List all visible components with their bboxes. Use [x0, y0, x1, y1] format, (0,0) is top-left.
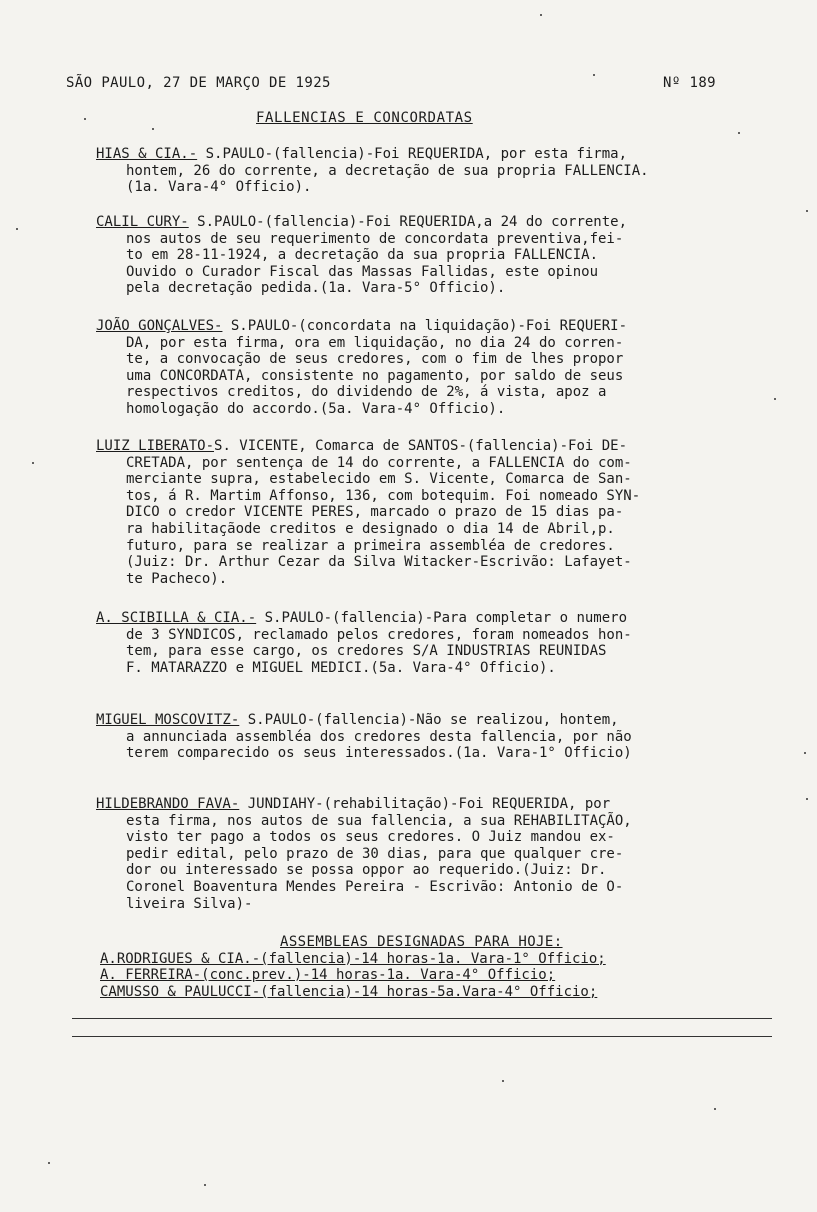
entry-calil-cury — [96, 214, 766, 297]
assemblea-item: A. FERREIRA-(conc.prev.)-14 horas-1a. Vara-4° Officio; — [100, 967, 556, 984]
entry-scibilla — [96, 610, 766, 676]
entry-line: esta firma, nos autos de sua fallencia, a sua REHABILITAÇÃO, — [126, 812, 632, 829]
entry-line: futuro, para se realizar a primeira assembléa de credores. — [126, 537, 615, 554]
entry-line: (1a. Vara-4° Officio). — [126, 179, 312, 196]
scan-speck — [540, 14, 542, 16]
entry-line: S.PAULO-(fallencia)-Foi REQUERIDA,a 24 do corrente, — [188, 214, 628, 230]
entry-line: te Pacheco). — [126, 570, 228, 587]
entry-line: (Juiz: Dr. Arthur Cezar da Silva Witacker-Escrivão: Lafayet- — [126, 554, 632, 571]
entry-luiz-liberato — [96, 438, 766, 587]
assemblea-item: A.RODRIGUES & CIA.-(fallencia)-14 horas-1a. Vara-1° Officio; — [100, 950, 606, 967]
entry-line: tos, á R. Martim Affonso, 136, com botequim. Foi nomeado SYN- — [126, 487, 641, 504]
entry-line: CRETADA, por sentença de 14 do corrente, a FALLENCIA do com- — [126, 454, 632, 471]
scan-speck — [16, 228, 18, 230]
entry-line: uma CONCORDATA, consistente no pagamento, por saldo de seus — [126, 367, 624, 384]
entry-line: hontem, 26 do corrente, a decretação de sua propria FALLENCIA. — [126, 162, 649, 179]
entry-line: S. VICENTE, Comarca de SANTOS-(fallencia)-Foi DE- — [214, 438, 628, 454]
entry-name: JOÃO GONÇALVES- — [96, 318, 223, 334]
scan-speck — [84, 118, 86, 120]
entry-line: homologação do accordo.(5a. Vara-4° Officio). — [126, 400, 506, 417]
entry-name: A. SCIBILLA & CIA.- — [96, 610, 257, 626]
section-title: FALLENCIAS E CONCORDATAS — [256, 110, 473, 126]
scan-speck — [593, 74, 595, 76]
scan-speck — [32, 462, 34, 464]
entry-line: dor ou interessado se possa oppor ao requerido.(Juiz: Dr. — [126, 862, 607, 879]
entry-line: visto ter pago a todos os seus credores. O Juiz mandou ex- — [126, 829, 615, 846]
scan-speck — [806, 798, 808, 800]
scan-speck — [714, 1108, 716, 1110]
entry-line: F. MATARAZZO e MIGUEL MEDICI.(5a. Vara-4° Officio). — [126, 659, 556, 676]
entry-joao-goncalves — [96, 318, 766, 418]
entry-line: Coronel Boaventura Mendes Pereira - Escrivão: Antonio de O- — [126, 878, 624, 895]
entry-line: pedir edital, pelo prazo de 30 dias, para que qualquer cre- — [126, 845, 624, 862]
entry-line: merciante supra, estabelecido em S. Vicente, Comarca de San- — [126, 471, 632, 488]
divider-rule — [72, 1036, 772, 1037]
entry-line: DICO o credor VICENTE PERES, marcado o prazo de 15 dias pa- — [126, 504, 624, 521]
entry-line: to em 28-11-1924, a decretação da sua propria FALLENCIA. — [126, 247, 599, 264]
entry-name: MIGUEL MOSCOVITZ- — [96, 712, 240, 728]
entry-name: CALIL CURY- — [96, 214, 189, 230]
entry-line: Ouvido o Curador Fiscal das Massas Fallidas, este opinou — [126, 263, 599, 280]
scan-speck — [152, 128, 154, 130]
entry-line: ra habilitaçãode creditos e designado o dia 14 de Abril,p. — [126, 520, 615, 537]
entry-line: terem comparecido os seus interessados.(1a. Vara-1° Officio) — [126, 745, 632, 762]
entry-line: JUNDIAHY-(rehabilitação)-Foi REQUERIDA, por — [239, 796, 611, 812]
document-header — [66, 75, 726, 95]
entry-line: pela decretação pedida.(1a. Vara-5° Officio). — [126, 280, 506, 297]
scan-speck — [738, 132, 740, 134]
assemblea-item: CAMUSSO & PAULUCCI-(fallencia)-14 horas-5a.Vara-4° Officio; — [100, 983, 598, 1000]
entry-miguel-moscovitz — [96, 712, 766, 762]
entry-line: de 3 SYNDICOS, reclamado pelos credores, foram nomeados hon- — [126, 626, 632, 643]
entry-hildebrando-fava — [96, 796, 766, 912]
entry-line: liveira Silva)- — [126, 895, 253, 912]
entry-name: LUIZ LIBERATO- — [96, 438, 215, 454]
entry-line: S.PAULO-(concordata na liquidação)-Foi REQUERI- — [222, 318, 628, 334]
entry-line: S.PAULO-(fallencia)-Para completar o numero — [256, 610, 628, 626]
entry-line: a annunciada assembléa dos credores desta fallencia, por não — [126, 728, 632, 745]
scan-speck — [804, 752, 806, 754]
scan-speck — [204, 1184, 206, 1186]
entry-line: te, a convocação de seus credores, com o fim de lhes propor — [126, 351, 624, 368]
scan-speck — [502, 1080, 504, 1082]
entry-line: tem, para esse cargo, os credores S/A INDUSTRIAS REUNIDAS — [126, 643, 607, 660]
scan-speck — [774, 398, 776, 400]
entry-line: respectivos creditos, do dividendo de 2%, á vista, apoz a — [126, 384, 607, 401]
scan-speck — [806, 210, 808, 212]
entry-name: HILDEBRANDO FAVA- — [96, 796, 240, 812]
assembleas-heading: ASSEMBLEAS DESIGNADAS PARA HOJE: — [280, 934, 563, 950]
entry-hias — [96, 146, 766, 196]
divider-rule — [72, 1018, 772, 1019]
bulletin-number: Nº 189 — [663, 75, 716, 91]
entry-line: S.PAULO-(fallencia)-Foi REQUERIDA, por esta firma, — [197, 146, 628, 162]
assembleas-section — [100, 934, 760, 1000]
entry-line: DA, por esta firma, ora em liquidação, no dia 24 do corren- — [126, 334, 624, 351]
entry-line: S.PAULO-(fallencia)-Não se realizou, hontem, — [239, 712, 619, 728]
entry-name: HIAS & CIA.- — [96, 146, 198, 162]
place-date: SÃO PAULO, 27 DE MARÇO DE 1925 — [66, 75, 331, 91]
scan-speck — [48, 1162, 50, 1164]
entry-line: nos autos de seu requerimento de concordata preventiva,fei- — [126, 230, 624, 247]
